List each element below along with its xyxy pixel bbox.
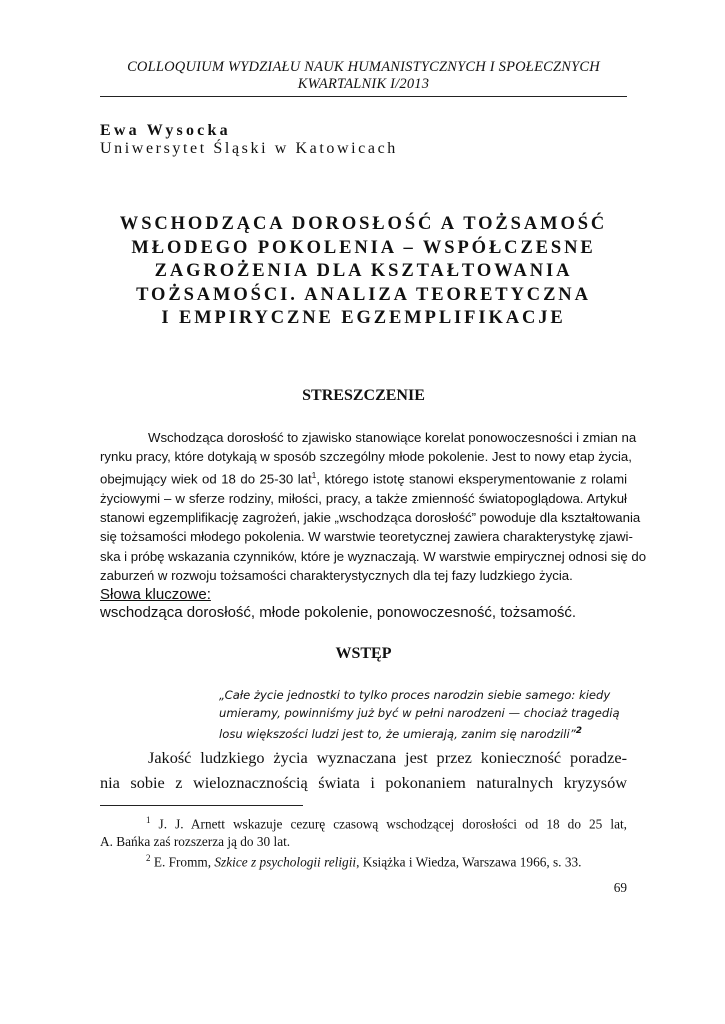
abstract-line: się tożsamości młodego pokolenia. W warstwie teoretycznej zawiera charakterystykę zjawi-: [100, 529, 633, 545]
title-line: MŁODEGO POKOLENIA – WSPÓŁCZESNE: [131, 237, 596, 258]
footnote-number: 1: [146, 815, 151, 825]
quote-line-text: losu większości ludzi jest to, że umierają, zanim się narodzili”: [219, 726, 576, 741]
page-number: 69: [613, 880, 627, 895]
footnotes: [100, 812, 627, 871]
footnote-ref: 1: [311, 470, 317, 481]
footnote-2: [100, 850, 627, 871]
footnote-text: E. Fromm,: [150, 854, 215, 870]
footnote-1-cont: A. Bańka zaś rozszerza ją do 30 lat.: [100, 833, 291, 849]
abstract-text: [100, 428, 647, 585]
footnote-number: 2: [146, 853, 151, 864]
header-rule: [100, 96, 627, 97]
quote-line: [219, 722, 627, 743]
title-line: I EMPIRYCZNE EGZEMPLIFIKACJE: [161, 308, 566, 328]
footnote-text: J. J. Arnett wskazuje cezurę czasową wschodzącej dorosłości od 18 do 25 lat,: [150, 816, 627, 832]
title-line: TOŻSAMOŚCI. ANALIZA TEORETYCZNA: [136, 284, 591, 305]
title-line: ZAGROŻENIA DLA KSZTAŁTOWANIA: [154, 261, 573, 281]
abstract-line: stanowi egzemplifikację zagrożeń, jakie „wschodząca dorosłość” powoduje dla kształtowania: [100, 510, 641, 526]
footnote-ref: 2: [575, 726, 583, 736]
author-name: Ewa Wysocka: [100, 122, 231, 139]
journal-issue: KWARTALNIK I/2013: [297, 76, 430, 92]
footnote-text: , Książka i Wiedza, Warszawa 1966, s. 33.: [356, 854, 582, 870]
abstract-line: ska i próbę wskazania czynników, które je wyznaczają. W warstwie empirycznej odnosi się do: [100, 548, 647, 564]
epigraph-quote: [219, 686, 627, 743]
abstract-line: Wschodząca dorosłość to zjawisko stanowiące korelat ponowoczesności i zmian na: [148, 430, 637, 445]
keywords-text: wschodząca dorosłość, młode pokolenie, ponowoczesność, tożsamość.: [100, 604, 577, 621]
abstract-line: rynku pracy, które dotykają w sposób szczególny młode pokolenie. Jest to nowy etap życia,: [100, 449, 632, 465]
body-line: Jakość ludzkiego życia wyznaczana jest przez konieczność poradze-: [148, 748, 627, 767]
quote-line: „Całe życie jednostki to tylko proces narodzin siebie samego: kiedy: [219, 688, 611, 702]
abstract-heading: STRESZCZENIE: [302, 387, 425, 404]
quote-line: umieramy, powinniśmy już być w pełni narodzeni — chociaż tragedią: [219, 706, 620, 720]
body-paragraph: [100, 745, 627, 795]
title-line: WSCHODZĄCA DOROSŁOŚĆ A TOŻSAMOŚĆ: [119, 214, 608, 234]
body-line: nia sobie z wieloznacznością świata i pokonaniem naturalnych kryzysów: [100, 773, 627, 792]
article-title: [100, 213, 627, 331]
abstract-line: [100, 466, 627, 489]
journal-title: COLLOQUIUM WYDZIAŁU NAUK HUMANISTYCZNYCH I SPOŁECZNYCH: [127, 59, 600, 75]
footnote-rule: [100, 805, 303, 806]
keywords-label: Słowa kluczowe:: [100, 586, 211, 603]
footnote-book-title: Szkice z psychologii religii: [214, 854, 357, 870]
author-affiliation: Uniwersytet Śląski w Katowicach: [100, 140, 398, 157]
abstract-line: życiowymi – w sferze rodziny, miłości, pracy, a także zmienność światopoglądowa. Artykuł: [100, 491, 627, 506]
footnote-1: [100, 812, 627, 833]
intro-heading: WSTĘP: [335, 645, 392, 662]
abstract-line: zaburzeń w rozwoju tożsamości charakterystycznych dla tej fazy ludzkiego życia.: [100, 567, 573, 583]
abstract-line-part: , którego istotę stanowi eksperymentowanie z rolami: [316, 471, 627, 487]
journal-header: [100, 59, 627, 93]
abstract-line-part: obejmujący wiek od 18 do 25-30 lat: [100, 471, 312, 487]
